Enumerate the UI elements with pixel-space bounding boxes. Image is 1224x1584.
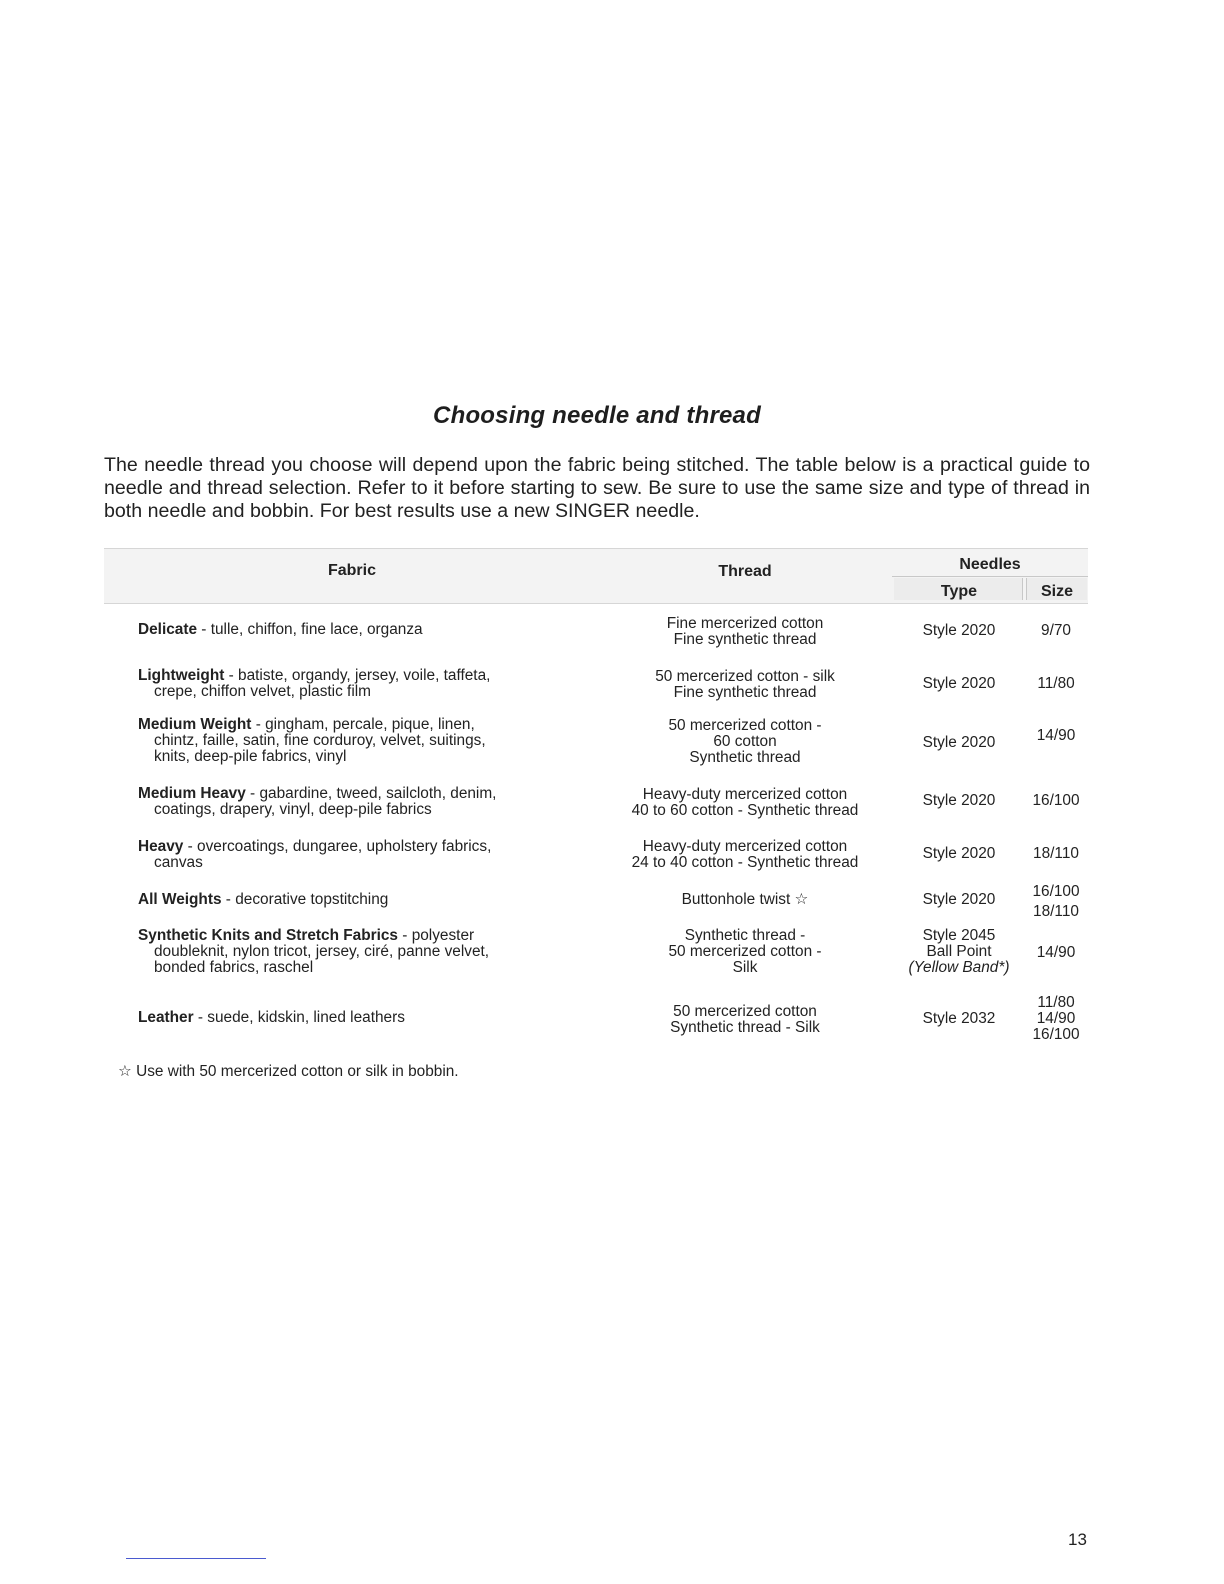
fabric-cell bbox=[138, 622, 566, 638]
thread-cell bbox=[596, 787, 894, 819]
page-title: Choosing needle and thread bbox=[433, 402, 761, 429]
fabric-description: gabardine, tweed, sailcloth, denim, bbox=[259, 785, 497, 802]
separator: - bbox=[221, 891, 236, 908]
thread-line: 24 to 40 cotton - Synthetic thread bbox=[631, 854, 859, 871]
thread-cell bbox=[596, 616, 894, 648]
size-header: Size bbox=[1040, 583, 1073, 600]
size-line: 16/100 bbox=[1032, 883, 1080, 900]
needle-type-cell: Style 2020 bbox=[922, 734, 996, 751]
needle-type-cell: Style 2020 bbox=[922, 622, 996, 639]
needle-type-cell: Style 2020 bbox=[922, 891, 996, 908]
thread-line: 50 mercerized cotton - bbox=[668, 717, 822, 734]
type-header: Type bbox=[940, 583, 978, 600]
separator: - bbox=[245, 785, 260, 802]
thread-cell bbox=[596, 839, 894, 871]
thread-header: Thread bbox=[718, 563, 772, 580]
fabric-description: coatings, drapery, vinyl, deep-pile fabrics bbox=[154, 801, 432, 818]
fabric-description: bonded fabrics, raschel bbox=[154, 959, 314, 976]
separator: - bbox=[224, 667, 239, 684]
thread-cell bbox=[596, 718, 894, 766]
fabric-category: Delicate bbox=[138, 621, 198, 638]
size-line: 16/100 bbox=[1032, 1026, 1080, 1043]
fabric-description: overcoatings, dungaree, upholstery fabrics, bbox=[197, 838, 492, 855]
fabric-description: gingham, percale, pique, linen, bbox=[265, 716, 475, 733]
fabric-description: tulle, chiffon, fine lace, organza bbox=[210, 621, 423, 638]
page-number: 13 bbox=[1068, 1530, 1087, 1549]
fabric-category: Synthetic Knits and Stretch Fabrics bbox=[138, 927, 398, 944]
thread-cell bbox=[596, 669, 894, 701]
needle-size-cell: 9/70 bbox=[1041, 622, 1071, 639]
fabric-cell bbox=[138, 928, 566, 976]
thread-line: 60 cotton bbox=[713, 733, 777, 750]
fabric-category: Leather bbox=[138, 1009, 194, 1026]
thread-line: 50 mercerized cotton - bbox=[668, 943, 822, 960]
fabric-description: doubleknit, nylon tricot, jersey, ciré, panne velvet, bbox=[154, 943, 490, 960]
needle-size-cell bbox=[1024, 995, 1088, 1043]
thread-line: Synthetic thread - Silk bbox=[670, 1019, 820, 1036]
separator: - bbox=[197, 621, 211, 638]
needle-type-cell: Style 2020 bbox=[922, 792, 996, 809]
thread-line: 50 mercerized cotton bbox=[673, 1003, 817, 1020]
thread-cell bbox=[596, 928, 894, 976]
fabric-category: Heavy bbox=[138, 838, 184, 855]
fabric-description: crepe, chiffon velvet, plastic film bbox=[154, 683, 371, 700]
needle-size-cell: 16/100 bbox=[1032, 792, 1080, 809]
fabric-category: Medium Heavy bbox=[138, 785, 246, 802]
needle-size-cell: 14/90 bbox=[1036, 727, 1076, 744]
size-line: 18/110 bbox=[1033, 903, 1079, 920]
thread-line: 40 to 60 cotton - Synthetic thread bbox=[631, 802, 859, 819]
thread-line: 50 mercerized cotton - silk bbox=[655, 668, 835, 685]
separator: - bbox=[398, 927, 412, 944]
needles-subheader-rule bbox=[892, 576, 1088, 577]
needles-header: Needles bbox=[959, 556, 1021, 573]
fabric-description: canvas bbox=[154, 854, 203, 871]
thread-line: Silk bbox=[732, 959, 758, 976]
size-line: 14/90 bbox=[1036, 1010, 1076, 1027]
thread-cell bbox=[596, 1004, 894, 1036]
thread-line: Heavy-duty mercerized cotton bbox=[642, 838, 848, 855]
fabric-header: Fabric bbox=[327, 562, 376, 579]
intro-paragraph: The needle thread you choose will depend upon the fabric being stitched. The table below is a practical guide to needle and thread selection. Refer to it before starting to sew. Be sure to use the same size and type of thread in both needle and bobbin. For best results use a new SINGER needle. bbox=[104, 454, 1090, 522]
fabric-cell bbox=[138, 668, 566, 700]
fabric-description: suede, kidskin, lined leathers bbox=[207, 1009, 405, 1026]
fabric-description: polyester bbox=[411, 927, 475, 944]
fabric-cell bbox=[138, 839, 566, 871]
thread-line: Synthetic thread bbox=[689, 749, 801, 766]
fabric-cell bbox=[138, 786, 566, 818]
thread-line: Synthetic thread - bbox=[684, 927, 806, 944]
type-line: (Yellow Band*) bbox=[908, 959, 1010, 976]
fabric-category: All Weights bbox=[138, 891, 222, 908]
type-line: Ball Point bbox=[926, 943, 992, 960]
needle-type-cell: Style 2032 bbox=[922, 1010, 996, 1027]
needle-type-cell bbox=[896, 928, 1022, 976]
thread-cell bbox=[596, 892, 894, 908]
fabric-description: knits, deep-pile fabrics, vinyl bbox=[154, 748, 347, 765]
fabric-category: Medium Weight bbox=[138, 716, 252, 733]
thread-line: Heavy-duty mercerized cotton bbox=[642, 786, 848, 803]
separator: - bbox=[251, 716, 266, 733]
thread-line: Buttonhole twist ☆ bbox=[681, 891, 809, 908]
needle-type-cell: Style 2020 bbox=[922, 845, 996, 862]
fabric-category: Lightweight bbox=[138, 667, 225, 684]
thread-line: Fine mercerized cotton bbox=[666, 615, 824, 632]
type-line: Style 2045 bbox=[922, 927, 996, 944]
separator: - bbox=[193, 1009, 208, 1026]
fabric-description: chintz, faille, satin, fine corduroy, velvet, suitings, bbox=[154, 732, 486, 749]
fabric-description: batiste, organdy, jersey, voile, taffeta, bbox=[238, 667, 491, 684]
footnote: ☆ Use with 50 mercerized cotton or silk in bobbin. bbox=[118, 1063, 459, 1080]
thread-line: Fine synthetic thread bbox=[673, 631, 817, 648]
size-line: 11/80 bbox=[1037, 994, 1075, 1011]
fabric-cell bbox=[138, 892, 566, 908]
bottom-rule bbox=[126, 1558, 266, 1559]
needle-type-cell: Style 2020 bbox=[922, 675, 996, 692]
separator: - bbox=[183, 838, 198, 855]
needle-size-cell bbox=[1024, 882, 1088, 922]
needle-size-cell: 18/110 bbox=[1033, 845, 1079, 862]
thread-line: Fine synthetic thread bbox=[673, 684, 817, 701]
fabric-cell bbox=[138, 717, 566, 765]
needle-size-cell: 14/90 bbox=[1036, 944, 1076, 961]
fabric-cell bbox=[138, 1010, 566, 1026]
fabric-description: decorative topstitching bbox=[235, 891, 389, 908]
needle-size-cell: 11/80 bbox=[1037, 675, 1075, 692]
